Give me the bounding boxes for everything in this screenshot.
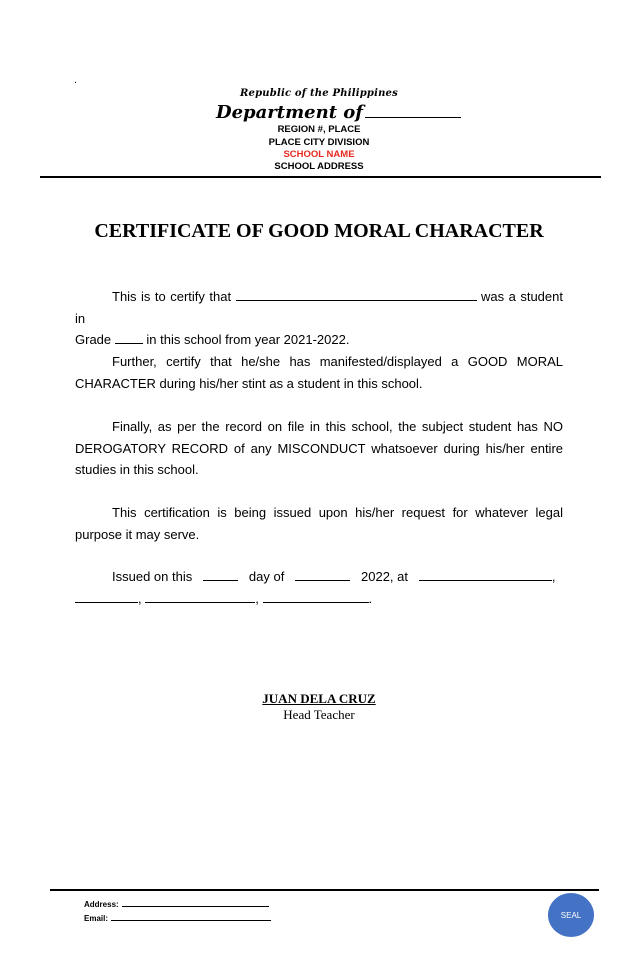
department-heading [216,102,461,123]
region-line: REGION #, PLACE [277,124,361,135]
year-at-text: 2022, at [361,569,409,584]
division-line: PLACE CITY DIVISION [268,137,370,148]
address-blank [122,898,269,907]
purpose-text: This certification is being issued upon his/her request for whatever legal purpose it may serve. [75,505,563,542]
place-blank-2 [75,590,138,603]
header-rule [40,176,601,178]
school-name: SCHOOL NAME [283,149,355,160]
student-name-blank [236,288,477,301]
period: . [368,590,373,606]
day-blank [203,568,238,581]
day-of-text: day of [248,569,285,584]
grade-blank [115,331,143,344]
signatory-name: JUAN DELA CRUZ [262,691,376,706]
department-blank [365,103,461,118]
was-student-text: was a student in [75,289,563,326]
republic-heading: Republic of the Philippines [240,88,398,99]
no-derogatory-text: Finally, as per the record on file in this school, the subject student has NO DEROGATORY RECORD of any MISCONDUCT whatsoever during his/her entire studies in this school. [75,419,563,477]
email-blank [111,912,271,921]
paragraph-no-derogatory [75,416,563,481]
good-moral-text: Further, certify that he/she has manifested/displayed a GOOD MORAL CHARACTER during his/her stint as a student in this school. [75,354,563,391]
school-address: SCHOOL ADDRESS [274,161,364,172]
seal-icon: SEAL [548,893,594,937]
comma-2: , [138,590,142,606]
issued-text: Issued on this [112,569,193,584]
header-dot: . [74,74,78,86]
place-blank-3 [145,590,255,603]
place-blank [419,568,552,581]
paragraph-issued [75,566,563,609]
paragraph-good-moral [75,351,563,394]
email-label: Email: [84,914,109,923]
footer-rule [50,889,599,891]
footer-email [84,912,271,923]
certify-text: This is to certify that [112,289,232,304]
month-blank [295,568,350,581]
signatory-title: Head Teacher [283,707,355,722]
comma-1: , [551,569,556,584]
school-year-text: in this school from year 2021-2022. [146,332,350,347]
department-label: Department of [216,102,364,123]
grade-label: Grade [75,332,112,347]
paragraph-purpose [75,502,563,545]
paragraph-certify [75,286,563,351]
place-blank-4 [263,590,369,603]
footer-address [84,898,269,909]
certificate-title: CERTIFICATE OF GOOD MORAL CHARACTER [94,220,544,242]
comma-3: , [255,590,259,606]
address-label: Address: [84,900,119,909]
